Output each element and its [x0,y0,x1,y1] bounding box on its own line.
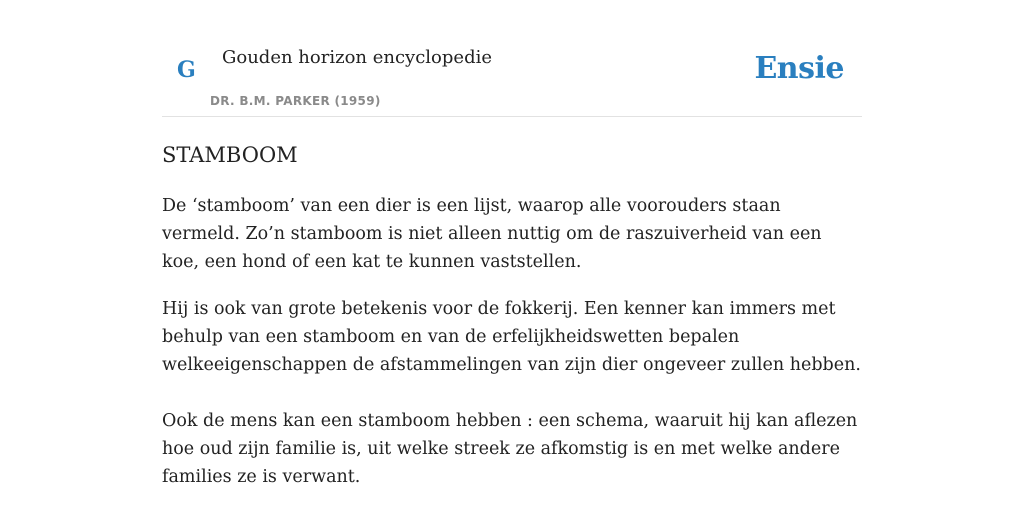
book-logo-icon[interactable]: G [177,57,196,83]
article [162,140,862,491]
article-title: STAMBOOM [162,143,298,167]
ensie-logo[interactable]: Ensie [754,51,844,86]
book-title-link[interactable]: Gouden horizon encyclopedie [222,47,492,68]
article-paragraph: Hij is ook van grote betekenis voor de fokkerij. Een kenner kan immers met behulp van een stamboom en van de erfelijkheidswetten bepalen welkeeigenschappen de afstammelingen van zijn dier ongeveer zullen hebben. [162,299,861,375]
article-paragraph: Ook de mens kan een stamboom hebben : een schema, waaruit hij kan aflezen hoe oud zijn familie is, uit welke streek ze afkomstig is en met welke andere families ze is verwant. [162,411,858,487]
author-label: DR. B.M. PARKER (1959) [210,94,381,108]
header [162,0,862,117]
article-paragraph: De ‘stamboom’ van een dier is een lijst, waarop alle voorouders staan vermeld. Zo’n stamboom is niet alleen nuttig om de raszuiverheid van een koe, een hond of een kat te kunnen vaststellen. [162,196,822,272]
